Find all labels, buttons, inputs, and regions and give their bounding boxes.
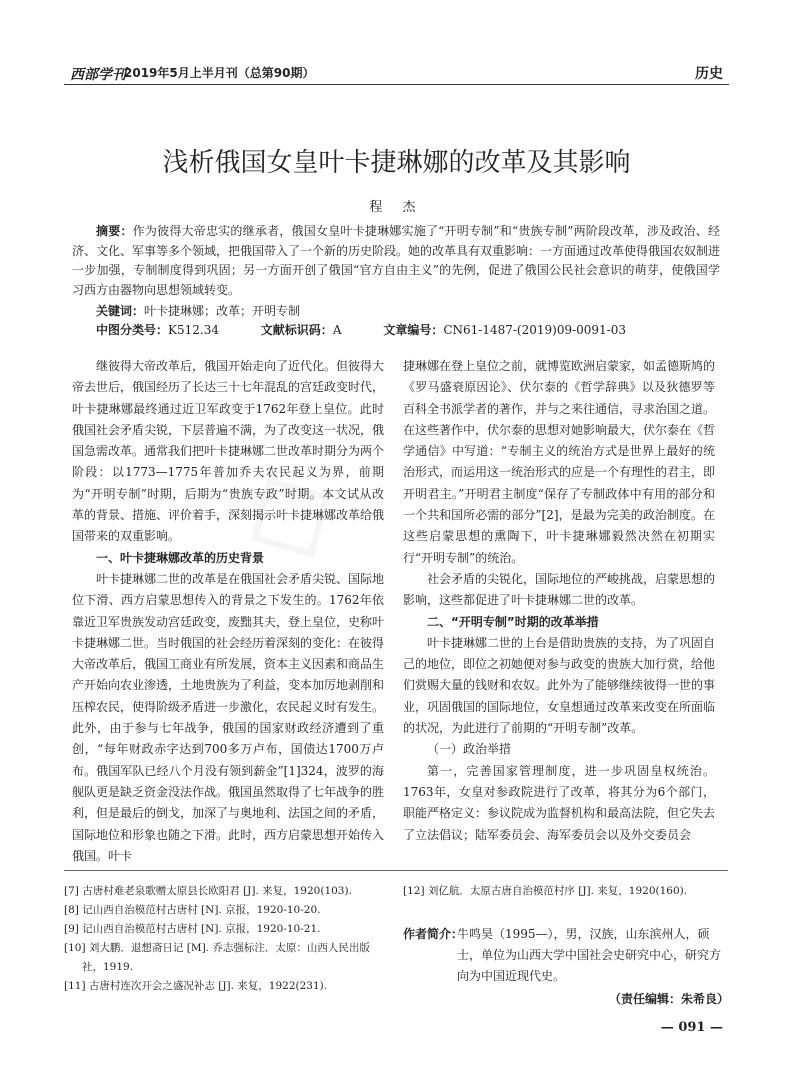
article-author: 程 杰 [369, 200, 424, 215]
body-paragraph: 社会矛盾的尖锐化，国际地位的严峻挑战，启蒙思想的影响，这些都促进了叶卡捷琳娜二世的改革。 [403, 571, 716, 608]
header-rule [64, 84, 729, 85]
reference-item: [7] 古唐村难老泉歌赠太原县长欧阳君 [J]. 来复，1920(103). [64, 885, 352, 897]
abstract [72, 222, 720, 300]
abstract-label: 摘要： [96, 224, 133, 238]
body-paragraph: 叶卡捷琳娜二世的上台是借助贵族的支持，为了巩固自己的地位，即位之初她便对参与政变的贵族大加行赏，给他们赏赐大量的钱财和农奴。此外为了能够继续彼得一世的事业，巩固俄国的国际地位，女皇想通过改革来改变在所面临的状况，为此进行了前期的“开明专制”改革。 [403, 635, 716, 736]
body-paragraph: 第一，完善国家管理制度，进一步巩固皇权统治。1763年，女皇对参政院进行了改革，将其分为6个部门，职能严格定义：参议院成为监督机构和最高法院，但它失去了立法倡议；陆军委员会、海军委员会以及外交委员会 [403, 763, 716, 842]
body-paragraph: 叶卡捷琳娜二世的改革是在俄国社会矛盾尖锐、国际地位下滑、西方启蒙思想传入的背景之下发生的。1762年依靠近卫军贵族发动宫廷政变，废黜其夫，登上皇位，史称叶卡捷琳娜二世。当时俄国的社会经历着深刻的变化：在彼得大帝改革后，俄国工商业有所发展，资本主义因素和商品生产开始向农业渗透，土地贵族为了利益，变本加厉地剥削和压榨农民，使得阶级矛盾进一步激化，农民起义时有发生。此外，由于参与七年战争，俄国的国家财政经济遭到了重创，“每年财政赤字达到700多万卢布，国债达1700万卢布。俄国军队已经八个月没有领到薪金”[1]324，波罗的海舰队更是缺乏资金没法作战。俄国虽然取得了七年战争的胜利，但是最后的倒戈，加深了与奥地利、法国之间的矛盾，国际地位和形象也随之下滑。此时，西方启蒙思想开始传入俄国。叶卡 [72, 571, 385, 863]
body-column-left [72, 356, 384, 867]
author-bio [403, 924, 728, 987]
doc-value: A [332, 323, 342, 337]
section-heading: 二、“开明专制”时期的改革举措 [427, 614, 599, 629]
journal-brand: 西部学刊 [70, 67, 126, 83]
body-paragraph: 捷琳娜在登上皇位之前，就博览欧洲启蒙家，如孟德斯鸠的《罗马盛衰原因论》、伏尔泰的《哲学辞典》以及狄德罗等百科全书派学者的著作，并与之来往通信，寻求治国之道。在这些著作中，伏尔泰的思想对她影响最大，伏尔泰在《哲学通信》中写道：“专制主义的统治方式是世界上最好的统治形式，而运用这一统治形式的应是一个有理性的君主，即开明君主。”开明君主制度“保存了专制政体中有用的部分和一个共和国所必需的部分”[2]，是最为完美的政治制度。在这些启蒙思想的熏陶下，叶卡捷琳娜毅然决然在初期实行“开明专制”的统治。 [403, 359, 716, 565]
footnote-rule [64, 870, 728, 871]
clc-value: K512.34 [168, 323, 219, 337]
page-number: — 091 — [660, 1020, 723, 1035]
classification [96, 322, 626, 339]
article-no-value: CN61-1487-(2019)09-0091-03 [443, 323, 627, 337]
author-bio-text: 牛鸣昊（1995—），男，汉族，山东滨州人，硕士，单位为山西大学中国社会史研究中心，研究方向为中国近现代史。 [457, 927, 722, 983]
article-no-label: 文章编号： [383, 323, 444, 337]
author-bio-label: 作者简介： [403, 927, 464, 941]
journal-issue: 2019年5月上半月刊（总第90期） [124, 66, 315, 80]
doc-label: 文献标识码： [260, 323, 333, 337]
article-title: 浅析俄国女皇叶卡捷琳娜的改革及其影响 [162, 148, 631, 178]
reference-item: [10] 刘大鹏．退想斋日记 [M]. 乔志强标注．太原：山西人民出版社，1919. [64, 942, 370, 973]
section-heading: 一、叶卡捷琳娜改革的历史背景 [96, 550, 265, 565]
reference-item: [11] 古唐村连次开会之盛况补志 [J]. 来复，1922(231). [64, 980, 328, 992]
reference-item: [8] 记山西自治模范村古唐村 [N]. 京报，1920-10-20. [64, 904, 321, 916]
body-column-right [403, 356, 715, 846]
clc-label: 中图分类号： [96, 323, 169, 337]
subsection-heading: （一）政治举措 [427, 742, 512, 757]
reference-item: [12] 刘亿航．太原古唐自治模范村序 [J]. 来复，1920(160). [403, 885, 688, 897]
keywords-label: 关键词： [96, 304, 145, 318]
responsible-editor: （责任编辑：朱希良） [608, 992, 729, 1006]
reference-item: [9] 记山西自治模范村古唐村 [N]. 京报，1920-10-21. [64, 923, 321, 935]
body-paragraph: 继彼得大帝改革后，俄国开始走向了近代化。但彼得大帝去世后，俄国经历了长达三十七年混乱的宫廷政变时代，叶卡捷琳娜最终通过近卫军政变于1762年登上皇位。此时俄国社会矛盾尖锐，下层普遍不满，为了改变这一状况，俄国急需改革。通常我们把叶卡捷琳娜二世改革时期分为两个阶段：以1773—1775年普加乔夫农民起义为界，前期为“开明专制”时期，后期为“贵族专政”时期。本文试从改革的背景、措施、评价着手，深刻揭示叶卡捷琳娜改革给俄国带来的双重影响。 [72, 359, 385, 544]
abstract-text: 作为彼得大帝忠实的继承者，俄国女皇叶卡捷琳娜实施了“开明专制”和“贵族专制”两阶段改革，涉及政治、经济、文化、军事等多个领域，把俄国带入了一个新的历史阶段。她的改革具有双重影响：一方面通过改革使得俄国农奴制进一步加强，专制制度得到巩固；另一方面开创了俄国“官方自由主义”的先例，促进了俄国公民社会意识的萌芽，使俄国学习西方由器物向思想领域转变。 [72, 224, 721, 297]
reference-list-right [403, 882, 728, 901]
reference-list-left [64, 882, 376, 996]
section-label: 历史 [695, 66, 723, 82]
keywords [96, 303, 300, 320]
keywords-text: 叶卡捷琳娜；改革；开明专制 [144, 304, 301, 318]
